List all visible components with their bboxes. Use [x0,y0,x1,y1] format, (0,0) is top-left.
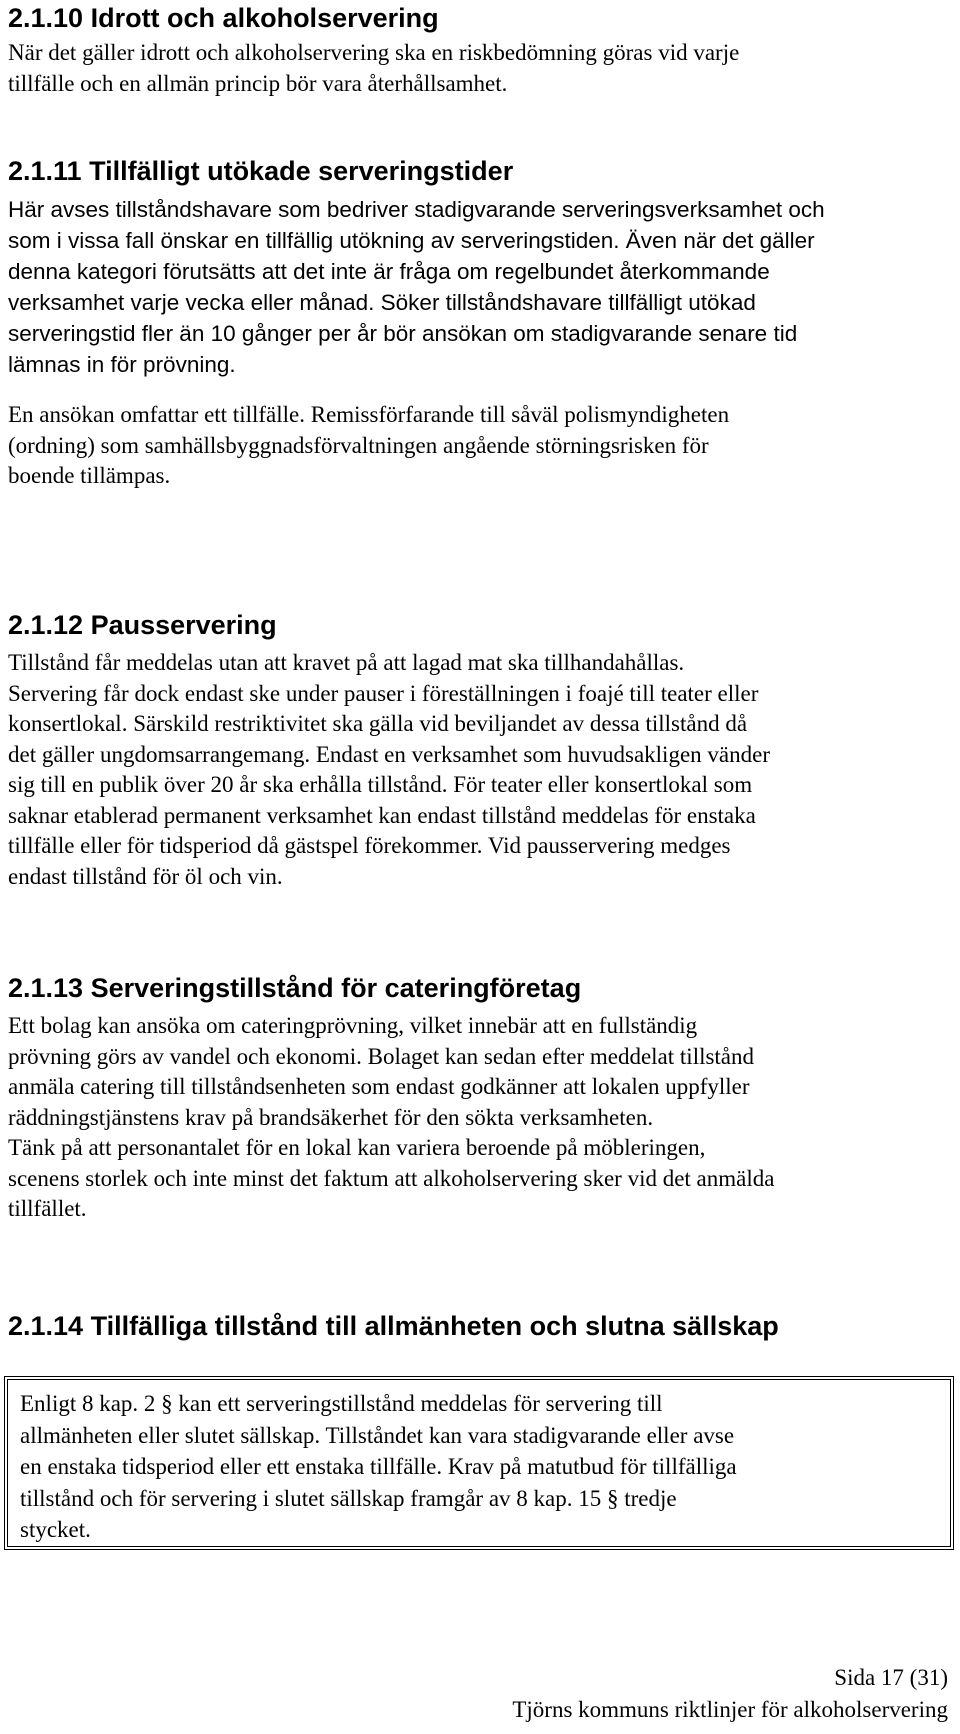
section-heading-2-1-14: 2.1.14 Tillfälliga tillstånd till allmänheten och slutna sällskap [8,1311,779,1341]
text-line: tillfälle och en allmän princip bör vara återhållsamhet. [8,70,508,96]
text-line: scenens storlek och inte minst det faktum att alkoholservering sker vid det anmälda [8,1165,775,1191]
footer-title: Tjörns kommuns riktlinjer för alkoholservering [512,1697,948,1722]
text-line: En ansökan omfattar ett tillfälle. Remissförfarande till såväl polismyndigheten [8,402,730,427]
legal-reference-box [4,1376,954,1550]
text-line: anmäla catering till tillståndsenheten som endast godkänner att lokalen uppfyller [8,1074,750,1099]
text-line: serveringstid fler än 10 gånger per år bör ansökan om stadigvarande senare tid [8,321,798,346]
text-line: Servering får dock endast ske under pauser i föreställningen i foajé till teater eller [8,680,759,706]
text-line: en enstaka tidsperiod eller ett enstaka tillfälle. Krav på matutbud för tillfälliga [20,1454,737,1479]
legal-reference-text [20,1388,737,1546]
text-line: boende tillämpas. [8,463,171,488]
page-number: Sida 17 (31) [834,1665,948,1690]
section-heading-2-1-11: 2.1.11 Tillfälligt utökade serveringstider [8,156,514,186]
section-2-1-12-text [8,648,770,892]
text-line: verksamhet varje vecka eller månad. Söker tillståndshavare tillfälligt utökad [8,290,756,315]
text-line: endast tillstånd för öl och vin. [8,863,283,889]
section-heading-2-1-12: 2.1.12 Pausservering [8,610,277,640]
text-line: räddningstjänstens krav på brandsäkerhet för den sökta verksamheten. [8,1104,654,1130]
section-2-1-13-text [8,1011,774,1225]
text-line: saknar etablerad permanent verksamhet kan endast tillstånd meddelas för enstaka [8,802,756,828]
text-line: När det gäller idrott och alkoholservering ska en riskbedömning göras vid varje [8,40,740,65]
text-line: (ordning) som samhällsbyggnadsförvaltningen angående störningsrisken för [8,432,709,458]
section-heading-2-1-10: 2.1.10 Idrott och alkoholservering [8,3,439,33]
section-heading-2-1-13: 2.1.13 Serveringstillstånd för cateringföretag [8,973,582,1003]
text-line: sig till en publik över 20 år ska erhålla tillstånd. För teater eller konsertlokal som [8,772,753,797]
text-line: tillfälle eller för tidsperiod då gästspel förekommer. Vid pausservering medges [8,833,731,858]
text-line: tillfället. [8,1196,87,1221]
text-line: prövning görs av vandel och ekonomi. Bolaget kan sedan efter meddelat tillstånd [8,1043,755,1069]
text-line: tillstånd och för servering i slutet sällskap framgår av 8 kap. 15 § tredje [20,1485,677,1511]
text-line: Tillstånd får meddelas utan att kravet på att lagad mat ska tillhandahållas. [8,650,685,675]
text-line: Ett bolag kan ansöka om cateringprövning, vilket innebär att en fullständig [8,1013,698,1038]
text-line: det gäller ungdomsarrangemang. Endast en verksamhet som huvudsakligen vänder [8,741,770,767]
text-line: lämnas in för prövning. [8,352,236,377]
text-line: Tänk på att personantalet för en lokal kan variera beroende på möbleringen, [8,1135,706,1160]
text-line: stycket. [20,1517,91,1542]
text-line: Här avses tillståndshavare som bedriver stadigvarande serveringsverksamhet och [8,197,825,222]
text-line: konsertlokal. Särskild restriktivitet ska gälla vid beviljandet av dessa tillstånd då [8,711,748,736]
text-line: allmänheten eller slutet sällskap. Tillståndet kan vara stadigvarande eller avse [20,1422,735,1448]
text-line: som i vissa fall önskar en tillfällig utökning av serveringstiden. Även när det gäller [8,228,815,253]
section-2-1-11-paragraph-1 [8,194,825,380]
section-2-1-10-text [8,38,739,99]
text-line: denna kategori förutsätts att det inte är fråga om regelbundet återkommande [8,259,770,284]
section-2-1-11-paragraph-2 [8,400,729,492]
text-line: Enligt 8 kap. 2 § kan ett serveringstillstånd meddelas för servering till [20,1391,663,1416]
